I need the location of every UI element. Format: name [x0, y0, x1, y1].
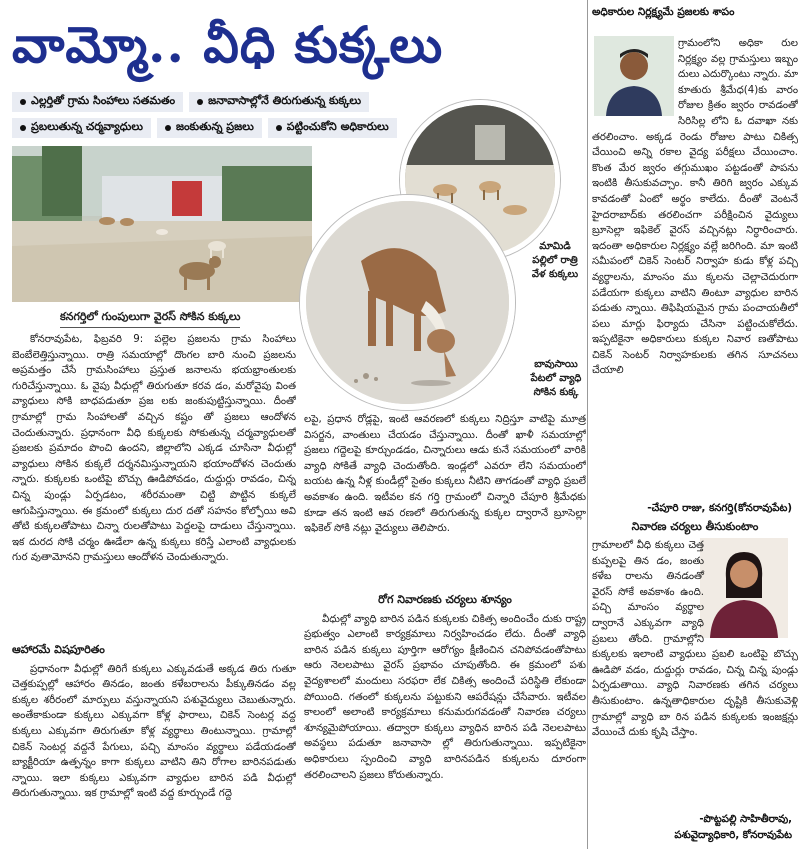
portrait-spacer: [592, 36, 678, 122]
tag-text: ఎల్లర్తితో గ్రామ సింహాలు సతమతం: [31, 94, 176, 107]
sidebar: [592, 0, 798, 849]
tag-text: జనావాసాల్లోనే తిరుగుతున్న కుక్కలు: [208, 94, 362, 107]
tag-text: ప్రబలుతున్న చర్మవ్యాధులు: [31, 120, 143, 133]
quote2-body: [592, 538, 798, 810]
portrait-spacer: [704, 538, 798, 642]
bullet-icon: [165, 125, 171, 131]
article-column-2b: [304, 586, 586, 844]
tag: [189, 92, 369, 112]
tag-text: పట్టించుకోని అధికారులు: [286, 120, 389, 133]
street-dogs-illustration: [12, 146, 312, 302]
article-paragraph: ప్రధానంగా వీధుల్లో తిరిగే కుక్కలు ఎక్కువడుతే అక్కడ తిరు గుతూ చెత్తకుప్పల్లో ఆహారం తినడం, జంతు కళేబరాలను పీక్కుతినడం వల్ల కుక్కల శరీరంలో మార్పులు వస్తున్నాయని పశువైద్యులు చెబుతున్నారు. అంతేకాకుండా కుక్కలు ఎక్కువగా కోళ్ల ఫారాలు, చికెన్ సెంటర్ల వద్ద కుక్కలు ఎక్కువగా తిరుగుతూ కోళ్ల వ్యర్థాలు తింటున్నాయి. గ్రామాల్లో చికెన్ సెంటర్ల వద్దనే పేగులు, పచ్చి మాంసం వ్యర్థాలు పడేయడంతో బ్యాక్టీరియా ఉత్పన్నం కాగా కుక్కలు వాటిని తిని రోగాల బారినపడుతు న్నాయి. ఇలా కుక్కలు ఎక్కువగా వ్యాధుల బారిన పడి వీధుల్లో తిరుగుతున్నాయి. ఇక గ్రామాల్లో ఇంటి వద్ద కూర్చుండే గద్దె: [12, 663, 296, 800]
dog-photo-caption: బావుసాయి పేటలో వ్యాధి సోకిన కుక్క: [530, 359, 582, 398]
quote1-signature: -చేపూరి రాజు, కనగర్తి(కోనరావుపేట): [647, 503, 792, 514]
tag: [157, 118, 262, 138]
tag: [12, 118, 151, 138]
quote2-signature-role: పశువైద్యాధికారి, కోనరావుపేట: [674, 830, 792, 841]
article-column-1b: [12, 636, 296, 846]
sick-dog-illustration: [306, 201, 509, 404]
tag: [12, 92, 183, 112]
quote1-body: [592, 36, 798, 504]
quote2-signature-name: -పొట్టపల్లి సాహితీరావు,: [699, 814, 792, 825]
bullet-icon: [276, 125, 282, 131]
tag: [268, 118, 397, 138]
article-column-2: [304, 412, 586, 582]
quote2-signature: [674, 812, 792, 844]
subhead-no-prevention: రోగ నివారణకు చర్యలు శూన్యం: [378, 593, 512, 606]
subhead-food-poison: ఆహారమే విషపూరితం: [12, 643, 105, 656]
main-photo-caption: కనగర్తిలో గుంపులుగా వైరస్ సోకిన కుక్కలు: [60, 310, 240, 328]
quote1-title: అధికారుల నిర్లక్ష్యమే ప్రజలకు శాపం: [592, 6, 735, 18]
street-dogs-photo: [12, 146, 312, 302]
bullet-icon: [20, 125, 26, 131]
column-divider: [587, 0, 588, 849]
quote1-text: గ్రామంలోని అధికా రుల నిర్లక్ష్యం వల్ల గ్రామస్తులు ఇబ్బం దులు ఎదుర్కొంటు న్నారు. మా కూతురు శ్రీమేధ(4)కు వారం రోజుల క్రితం జ్వరం రావడంతో సిరిసిల్ల లోని ఓ దవాఖా నకు తరలించాం. అక్కడ రెండు రోజుల పాటు చికిత్స చేయించి అన్ని రకాల వైద్య పరీక్షలు చేయించాం. కొంత మేర జ్వరం తగ్గుముఖం పట్టడంతో పాపను ఇంటికి తీసుకువచ్చాం. కానీ తిరిగి జ్వరం ఎక్కువ కావడంతో ఏంటో అర్థం కాలేదు. దీంతో వెంటనే హైదరాబాద్‌కు తరలించగా పరీక్షించిన వైద్యులు బ్రూసెల్లా ఇఫికెల్ వైరస్ వచ్చినట్లు నిర్ధారించారు. ఇదంతా అధికారుల నిర్లక్ష్యం వల్లే జరిగింది. మా ఇంటి సమీపంలో చికెన్ సెంటర్ నిర్వాహ కుడు కోళ్ల పచ్చి వ్యర్థాలను, మాంసం ము క్కలను చెల్లాచెదురుగా పడేయగా కుక్కలు వాటిని తింటూ వ్యాధుల బారిన పడుతు న్నాయి. తిఫిషియమైన గ్రామ పంచాయతీలో పలు మార్లు ఫిర్యాదు చేసినా పట్టించుకోలేదు. ఇప్పటికైనా అధికారులు కుక్కల నివార ణతోపాటు చికెన్ సెంటర్ నిర్వాహకులకు తగిన సూచనలు చేయాలి: [592, 38, 798, 377]
night-photo-caption: మామిడి పల్లిలో రాత్రి వేళ కుక్కలు: [531, 241, 579, 280]
quote2-text: గ్రామాలలో వీధి కుక్కలు చెత్త కుప్పలపై తిన డం, జంతు కళేబ రాలను తినడంతో వైరస్ సోకే అవకాశం ఉంది. పచ్చి మాంసం వ్యర్థాల ద్వారానే ఎక్కువగా వ్యాధి ప్రబలు తోంది. గ్రామాల్లోని కుక్కలకు ఇలాంటి వ్యాధులు ప్రబలి ఒంటిపై బొచ్చు ఊడిపో వడం, దుద్దుర్లు రావడం, చిన్న చిన్న పుండ్లు ఏర్పడుతాయి. వ్యాధి నివారణకు తగిన చర్యలు తీసుకుంటాం. ఉన్నతాధికారుల దృష్టికి తీసుకువెళ్లి గ్రామాల్లో వ్యాధి బా రిన పడిన కుక్కలకు ఇంజక్షన్లు వేయించే దుకు కృషి చేస్తాం.: [592, 540, 798, 739]
article-column-1: [12, 332, 296, 632]
article-paragraph: కోనరావుపేట, ఫిబ్రవరి 9: పల్లెల ప్రజలను గ్రామ సింహాలు బెంబేలెత్తిస్తున్నాయి. రాత్రి సమయాల్లో దొంగల బారి నుంచి ప్రజలను అప్రమత్తం చేసే గ్రామసింహాలు ప్రస్తుత జనాలను భయభ్రాంతులకు గురిచేస్తున్నాయి. ఓ వైపు వీధుల్లో తిరుగుతూ కరవ డం, మరోవైపు వింత వ్యాధులు సోకి బాధపడుతూ ప్రజ లకు జంకుపుట్టిస్తున్నాయి. దీంతో గ్రామాల్లో గ్రామ సింహాలతో వచ్చిన కష్టం తో ప్రజలు ఆందోళన చెందుతున్నారు. ప్రధానంగా వీధి కుక్కలకు సోకుతున్న చర్మవ్యాధులతో ప్రజలకు ప్రమాదం పొంచి ఉందని, జిల్లాలోని ఎక్కడ చూసినా వీధుల్లో వ్యాధులు సోకిన కుక్కలే దర్శనమిస్తున్నాయని భయాందోళన చెందుతు న్నారు. కుక్కలకు ఒంటిపై బొచ్చు ఊడిపోవడం, దుద్దుర్లు రావడం, చిన్న చిన్న పుండ్లు ఏర్పడటం, శరీరమంతా చిట్టి పొట్టిన కుక్కలే ఆగుపిస్తున్నాయి. ఈ క్రమంలో కుక్కలు దుర దతో సహనం కోల్పోయి అవి తోటి కుక్కలతోపాటు చిన్నా రులతోపాటు పెద్దలపై దాడులు చేస్తున్నాయి. ఇక దురద సోకి చర్మం ఊడేలా ఉన్న కుక్కలు కరిస్తే ఎలాంటి వ్యాధులకు గుర వుతామోనని గ్రామస్తులు ఆందోళన చెందుతున్నారు.: [12, 334, 296, 564]
bullet-icon: [20, 99, 26, 105]
quote2-title: నివారణ చర్యలు తీసుకుంటాం: [631, 520, 759, 533]
bullet-icon: [197, 99, 203, 105]
headline: వామ్మో.. వీధి కుక్కలు: [12, 15, 444, 74]
article-paragraph: వీధుల్లో వ్యాధి బారిన పడిన కుక్కలకు చికిత్స అందించేం దుకు రాష్ట్ర ప్రభుత్వం ఎలాంటి కార్యక్రమాలు నిర్వహించడం లేదు. దీంతో వ్యాధి బారిన పడిన కుక్కలు పూర్తిగా ఆరోగ్యం క్షీణించిన చనిపోవడంతోపాటు ఆరు నెలలపాటు వైరస్ ప్రభావం చూపుతోంది. ఈ క్రమంలో పశు వైద్యశాలలో మందులు సరఫరా లేక చికిత్స అందించే పరిస్థితి లేకుండా పోయింది. గతంలో కుక్కలను పట్టుకుని ఆపరేషన్లు చేసేవారు. ఇటీవల కాలంలో అలాంటి కార్యక్రమాలు కనుమరుగవడంతో నివారణ చర్యలు శూన్యమైపోయాయి. తద్వారా కుక్కలు వ్యాధిన బారిన పడి నెలలపాటు అవస్థలు పడుతూ జనావాసా ల్లో తిరుగుతున్నాయి. ఇప్పటికైనా అధికారులు స్పందించి వ్యాధి బారినపడిన కుక్కలను దూరంగా తరలించాలని ప్రజలు కోరుతున్నారు.: [304, 613, 586, 781]
sick-dog-photo: [300, 195, 515, 410]
article-paragraph: లపై, ప్రధాన రోడ్లపై, ఇంటి ఆవరణలో కుక్కలు నిద్రిస్తూ వాటిపై మూత్ర విసర్జన, వాంతులు చేయడం చేస్తున్నాయి. దీంతో ఖాళీ సమయాల్లో ప్రజలు గద్దెలపై కూర్చుండడం, చిన్నారులు ఆడు కునే సమయంలో వారికి వ్యాధి సోకితే వ్యాధి చెందుతోంది. ఇండ్లలో ఎవరూ లేని సమయంలో బయట ఉన్న నీళ్ల కుండీల్లో సైతం కుక్కలు నీటిని తాగడంతో వ్యాధి ప్రబలే అవకాశం ఉంది. ఇటీవల కన గర్తి గ్రామంలో చిన్నారి చేపూరి శ్రీమేధకు కూడా తన ఇంటి ఆవ రణలో తిరుగుతున్న కుక్కల ద్వారానే బ్రూసెల్లా ఇఫికెల్ సోకి నట్లు వైద్యులు తెలిపారు.: [304, 414, 586, 535]
tag-text: జంకుతున్న ప్రజలు: [175, 120, 254, 133]
